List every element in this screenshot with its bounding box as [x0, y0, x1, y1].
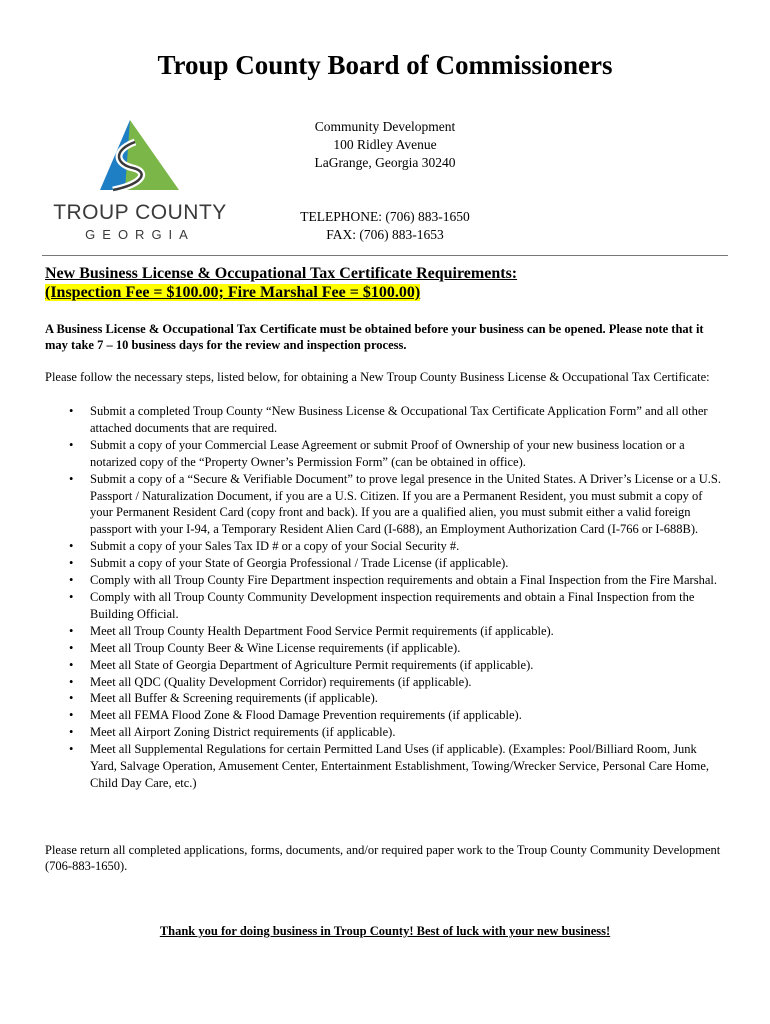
list-item-text: Meet all Troup County Beer & Wine License requirements (if applicable). [90, 640, 461, 655]
contact-block [270, 208, 500, 244]
bullet-icon: • [69, 556, 74, 571]
list-item [45, 640, 725, 657]
list-item-text: Meet all Buffer & Screening requirements (if applicable). [90, 691, 378, 706]
thank-you-message: Thank you for doing business in Troup County! Best of luck with your new business! [159, 924, 611, 938]
fax-number: FAX: (706) 883-1653 [326, 227, 444, 242]
list-item [45, 437, 725, 471]
list-item-text: Meet all State of Georgia Department of Agriculture Permit requirements (if applicable). [90, 657, 534, 672]
closing-paragraph: Please return all completed applications, forms, documents, and/or required paper work to the Troup County Community Development (706-883-1650). [45, 843, 721, 873]
list-item [45, 589, 725, 623]
list-item-text: Comply with all Troup County Fire Department inspection requirements and obtain a Final Inspection from the Fire Marshal. [90, 573, 717, 588]
bullet-icon: • [69, 657, 74, 672]
steps-intro: Please follow the necessary steps, listed below, for obtaining a New Troup County Business License & Occupational Tax Certificate: [45, 370, 710, 384]
bullet-icon: • [69, 691, 74, 706]
logo-name: TROUP COUNTY [53, 201, 227, 224]
list-item-text: Submit a copy of a “Secure & Verifiable Document” to prove legal presence in the United States. A Driver’s License or a U.S. Passport / Naturalization Document, if you are a U.S. Citizen. If you are a Permanent Resident, you must submit a copy of your Permanent Resident Card (copy front and back). If you are a qualified alien, you must submit either a valid foreign passport with your I-94, a Temporary Resident Alien Card (I-688), an Employment Authorization Card (I-766 or I-688B). [90, 471, 721, 537]
list-item-text: Submit a copy of your Sales Tax ID # or a copy of your Social Security #. [90, 539, 460, 554]
list-item [45, 690, 725, 707]
mountain-road-icon [95, 118, 185, 198]
list-item-text: Meet all QDC (Quality Development Corridor) requirements (if applicable). [90, 674, 472, 689]
bullet-icon: • [69, 742, 74, 757]
fee-summary: (Inspection Fee = $100.00; Fire Marshal Fee = $100.00) [45, 284, 421, 301]
list-item-text: Meet all Airport Zoning District requirements (if applicable). [90, 725, 396, 740]
department-name: Community Development [314, 119, 456, 134]
bullet-icon: • [69, 640, 74, 655]
list-item [45, 724, 725, 741]
page-title: Troup County Board of Commissioners [157, 50, 613, 80]
bullet-icon: • [69, 623, 74, 638]
bullet-icon: • [69, 573, 74, 588]
processing-notice: A Business License & Occupational Tax Certificate must be obtained before your business can be opened. Please note that it may take 7 – 10 business days for the review and inspection process. [45, 322, 704, 352]
list-item [45, 403, 725, 437]
bullet-icon: • [69, 589, 74, 604]
bullet-icon: • [69, 674, 74, 689]
bullet-icon: • [69, 708, 74, 723]
bullet-icon: • [69, 725, 74, 740]
list-item-text: Submit a copy of your State of Georgia Professional / Trade License (if applicable). [90, 556, 509, 571]
list-item [45, 555, 725, 572]
list-item-text: Meet all Supplemental Regulations for certain Permitted Land Uses (if applicable). (Examples: Pool/Billiard Room, Junk Yard, Salvage Operation, Amusement Center, Entertainment Establishment, Towing/Wrecker Service, Personal Care Home, Child Day Care, etc.) [90, 742, 710, 790]
bullet-icon: • [69, 471, 74, 486]
bullet-icon: • [69, 437, 74, 452]
bullet-icon: • [69, 539, 74, 554]
city-state-zip: LaGrange, Georgia 30240 [314, 155, 456, 170]
list-item [45, 741, 725, 792]
requirements-heading [45, 264, 517, 302]
list-item-text: Submit a completed Troup County “New Business License & Occupational Tax Certificate Application Form” and all other attached documents that are required. [90, 404, 708, 435]
list-item-text: Comply with all Troup County Community Development inspection requirements and obtain a Final Inspection from the Building Official. [90, 589, 695, 621]
requirements-list [45, 403, 725, 792]
list-item [45, 572, 725, 589]
bullet-icon: • [69, 404, 74, 418]
requirements-title: New Business License & Occupational Tax Certificate Requirements: [45, 265, 518, 282]
list-item-text: Submit a copy of your Commercial Lease Agreement or submit Proof of Ownership of your new business location or a notarized copy of the “Property Owner’s Permission Form” (can be obtained in office). [90, 437, 685, 469]
logo-state: GEORGIA [85, 227, 195, 242]
list-item [45, 623, 725, 640]
list-item-text: Meet all FEMA Flood Zone & Flood Damage Prevention requirements (if applicable). [90, 708, 522, 723]
telephone-number: TELEPHONE: (706) 883-1650 [300, 209, 470, 224]
list-item [45, 674, 725, 691]
troup-county-logo [40, 118, 250, 248]
list-item-text: Meet all Troup County Health Department Food Service Permit requirements (if applicable). [90, 623, 554, 638]
header-divider [42, 255, 728, 256]
list-item [45, 471, 725, 539]
list-item [45, 707, 725, 724]
address-block [270, 118, 500, 172]
list-item [45, 657, 725, 674]
street-address: 100 Ridley Avenue [333, 137, 437, 152]
list-item [45, 538, 725, 555]
